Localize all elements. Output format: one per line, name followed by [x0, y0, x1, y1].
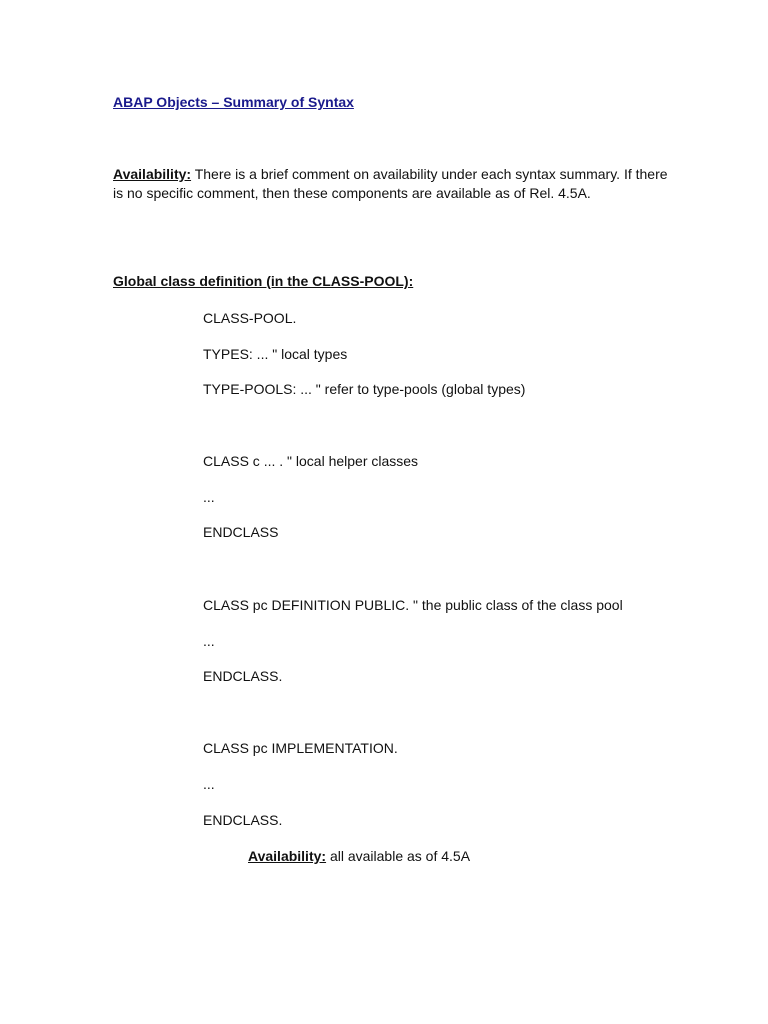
code-line: ENDCLASS.: [203, 812, 283, 828]
code-line: ...: [203, 633, 215, 649]
code-line: ENDCLASS.: [203, 668, 283, 684]
code-line: ...: [203, 489, 215, 505]
availability-note-text: all available as of 4.5A: [326, 848, 471, 864]
intro-availability-text: There is a brief comment on availability under each syntax summary. If there is no specific comment, then these components are available as of Rel. 4.5A.: [113, 166, 668, 201]
code-line: TYPE-POOLS: ... " refer to type-pools (global types): [203, 381, 526, 397]
code-line: TYPES: ... " local types: [203, 346, 348, 362]
code-line: CLASS-POOL.: [203, 310, 297, 326]
section-heading: Global class definition (in the CLASS-POOL):: [113, 273, 414, 289]
code-line: CLASS pc IMPLEMENTATION.: [203, 740, 398, 756]
code-line: ...: [203, 776, 215, 792]
intro-availability-label: Availability:: [113, 166, 192, 182]
availability-note: [248, 848, 470, 864]
availability-note-label: Availability:: [248, 848, 327, 864]
code-line: ENDCLASS: [203, 524, 279, 540]
intro-paragraph: [113, 165, 673, 202]
code-line: CLASS pc DEFINITION PUBLIC. " the public class of the class pool: [203, 597, 623, 613]
code-line: CLASS c ... . " local helper classes: [203, 453, 419, 469]
document-title[interactable]: ABAP Objects – Summary of Syntax: [113, 94, 354, 110]
